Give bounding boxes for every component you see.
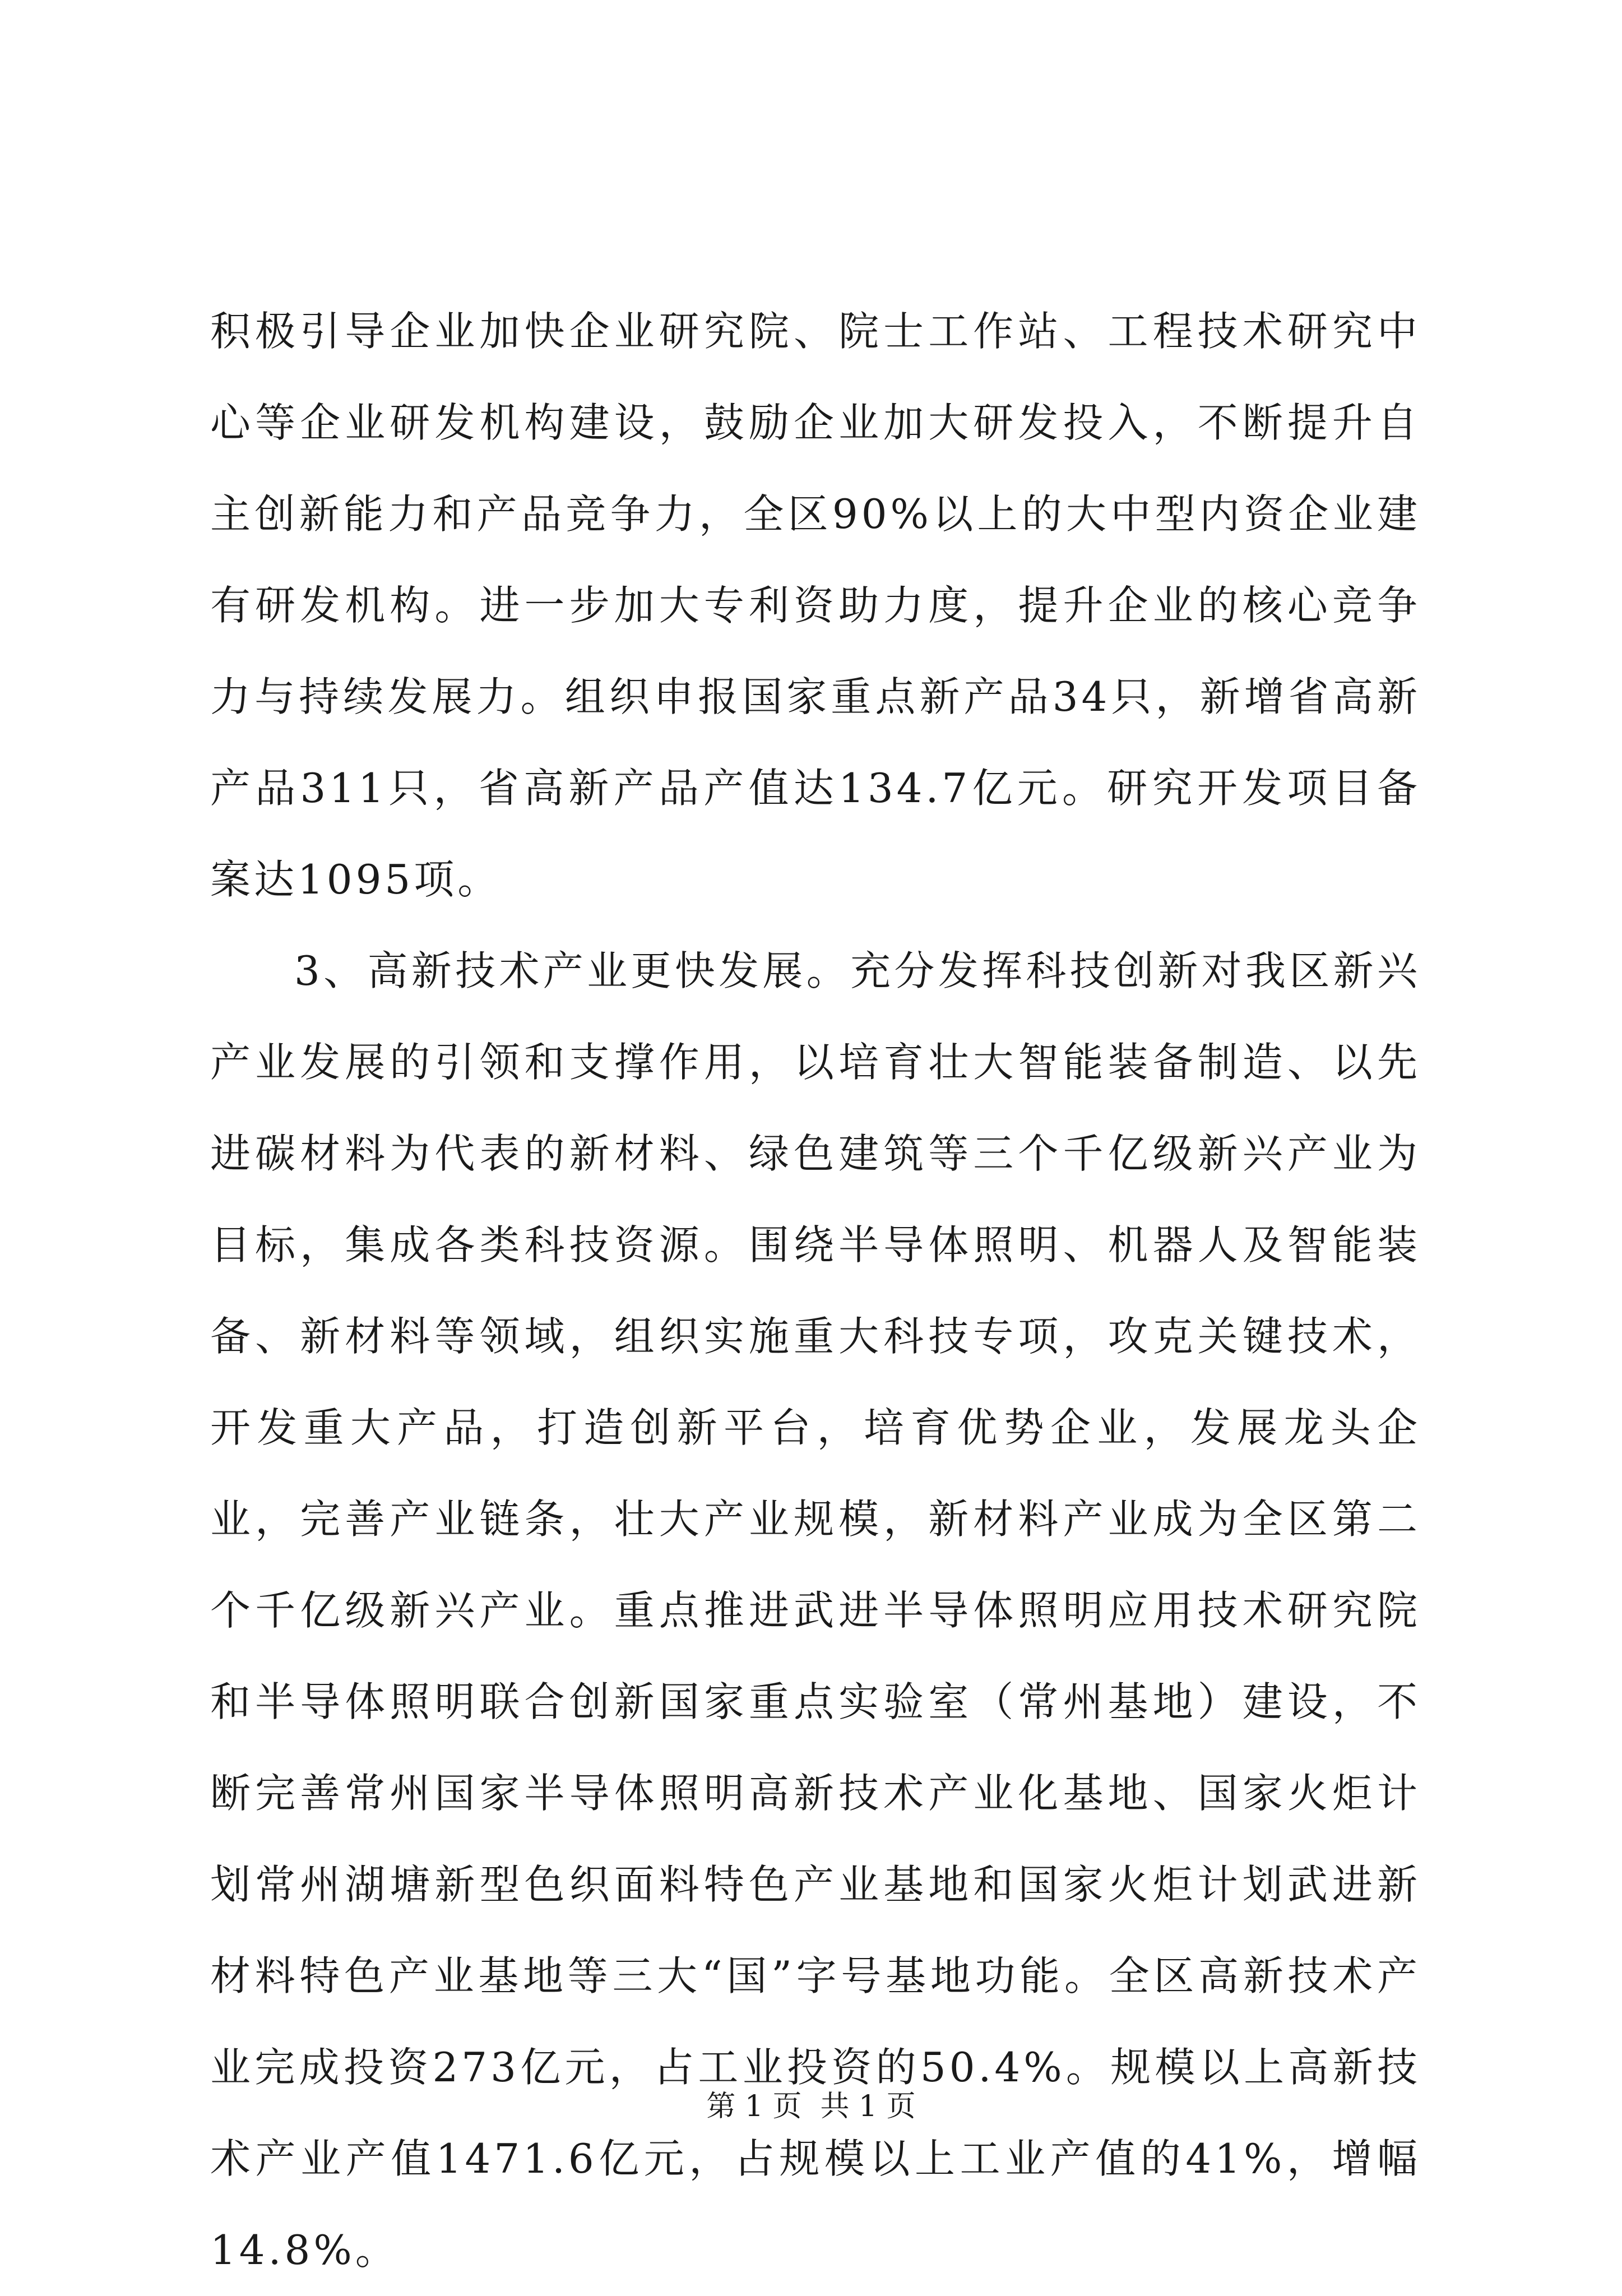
page-number: 第 1 页 共 1 页	[706, 2090, 916, 2123]
paragraph-1: 积极引导企业加快企业研究院、院士工作站、工程技术研究中心等企业研发机构建设，鼓励企业加大研发投入，不断提升自主创新能力和产品竞争力，全区90%以上的大中型内资企业建有研发机构。进一步加大专利资助力度，提升企业的核心竞争力与持续发展力。组织申报国家重点新产品34只，新增省高新产品311只，省高新产品产值达134.7亿元。研究开发项目备案达1095项。	[210, 308, 1421, 903]
paragraph-2: 3、高新技术产业更快发展。充分发挥科技创新对我区新兴产业发展的引领和支撑作用，以培育壮大智能装备制造、以先进碳材料为代表的新材料、绿色建筑等三个千亿级新兴产业为目标，集成各类科技资源。围绕半导体照明、机器人及智能装备、新材料等领域，组织实施重大科技专项，攻克关键技术，开发重大产品，打造创新平台，培育优势企业，发展龙头企业，完善产业链条，壮大产业规模，新材料产业成为全区第二个千亿级新兴产业。重点推进武进半导体照明应用技术研究院和半导体照明联合创新国家重点实验室（常州基地）建设，不断完善常州国家半导体照明高新技术产业化基地、国家火炬计划常州湖塘新型色织面料特色产业基地和国家火炬计划武进新材料特色产业基地等三大“国”字号基地功能。全区高新技术产业完成投资273亿元，占工业投资的50.4%。规模以上高新技术产业产值1471.6亿元，占规模以上工业产值的41%，增幅14.8%。	[210, 947, 1421, 2274]
page-footer	[0, 2082, 1622, 2124]
document-body	[210, 286, 1421, 2296]
